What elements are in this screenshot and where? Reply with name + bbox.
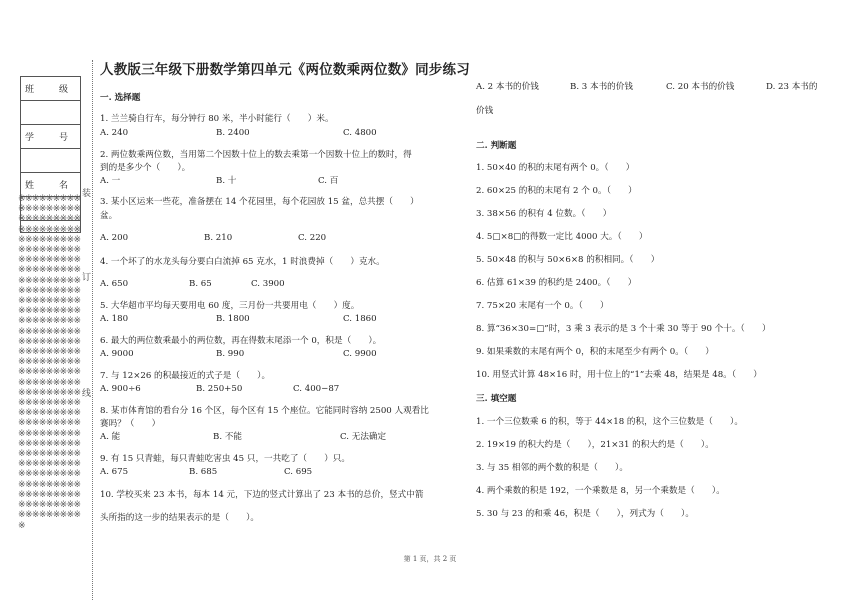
- fill-item: 3. 与 35 相邻的两个数的积是（ ）。: [476, 463, 628, 473]
- option[interactable]: C. 3900: [251, 279, 285, 289]
- page-footer: 第 1 页，共 2 页: [403, 555, 457, 563]
- question-text: 9. 有 15 只青蛙，每只青蛙吃害虫 45 只，一共吃了（ ）只。: [100, 454, 350, 464]
- question-text: 4. 一个坏了的水龙头每分要白白流掉 65 克水，1 时浪费掉（ ）克水。: [100, 257, 385, 267]
- judge-item: 8. 算“36×30=□”时，3 乘 3 表示的是 3 个十乘 30 等于 90 个十。（ ）: [476, 324, 771, 334]
- judge-item: 1. 50×40 的积的末尾有两个 0。（ ）: [476, 163, 635, 173]
- name-label: 姓 名: [21, 173, 81, 197]
- left-column: [100, 0, 460, 560]
- judge-item: 10. 用竖式计算 48×16 时，用十位上的“1”去乘 48，结果是 48。（ ）: [476, 370, 762, 380]
- option[interactable]: B. 250+50: [196, 384, 243, 394]
- option[interactable]: A. 180: [100, 314, 129, 324]
- question-text: 2. 两位数乘两位数，当用第二个因数十位上的数去乘第一个因数十位上的数时，得: [100, 150, 412, 160]
- option[interactable]: A. 900÷6: [100, 384, 141, 394]
- right-column: [476, 0, 846, 560]
- question-text: 6. 最大的两位数乘最小的两位数，再在得数末尾添一个 0，积是（ ）。: [100, 336, 382, 346]
- section-fill-heading: 三. 填空题: [476, 394, 517, 404]
- question-text: 3. 某小区运来一些花，准备摆在 14 个花园里，每个花园放 15 盆，总共摆（ ）: [100, 197, 419, 207]
- judge-item: 9. 如果乘数的末尾有两个 0，积的末尾至少有两个 0。（ ）: [476, 347, 714, 357]
- question-text: 赛吗？（ ）: [100, 419, 161, 429]
- option[interactable]: A. 650: [100, 279, 129, 289]
- option[interactable]: C. 4800: [343, 128, 377, 138]
- option[interactable]: B. 3 本书的价钱: [570, 82, 633, 92]
- option-continuation: 价钱: [476, 106, 494, 116]
- option[interactable]: B. 1800: [216, 314, 250, 324]
- question-text: 头所指的这一步的结果表示的是（ ）。: [100, 513, 259, 523]
- question-text: 5. 大华超市平均每天要用电 60 度，三月份一共要用电（ ）度。: [100, 301, 360, 311]
- id-field[interactable]: [21, 149, 81, 173]
- option[interactable]: B. 十: [216, 176, 237, 186]
- option[interactable]: C. 20 本书的价钱: [666, 82, 735, 92]
- judge-item: 7. 75×20 末尾有一个 0。（ ）: [476, 301, 609, 311]
- question-text: 7. 与 12×26 的积最接近的式子是（ ）。: [100, 371, 271, 381]
- option[interactable]: B. 2400: [216, 128, 250, 138]
- option[interactable]: C. 1860: [343, 314, 377, 324]
- option[interactable]: B. 65: [189, 279, 212, 289]
- cut-label-xian: 线: [82, 389, 92, 399]
- option[interactable]: A. 2 本书的价钱: [476, 82, 539, 92]
- section-choice-heading: 一. 选择题: [100, 93, 141, 103]
- judge-item: 3. 38×56 的积有 4 位数。（ ）: [476, 209, 612, 219]
- page-title: 人教版三年级下册数学第四单元《两位数乘两位数》同步练习: [100, 62, 470, 78]
- question-text: 10. 学校买来 23 本书，每本 14 元，下边的竖式计算出了 23 本书的总价，竖式中箭: [100, 490, 424, 500]
- option[interactable]: A. 能: [100, 432, 121, 442]
- question-text: 盆。: [100, 211, 118, 221]
- option[interactable]: D. 23 本书的: [766, 82, 818, 92]
- fill-item: 2. 19×19 的积大约是（ ），21×31 的积大约是（ ）。: [476, 440, 714, 450]
- class-field[interactable]: [21, 101, 81, 125]
- option[interactable]: C. 百: [318, 176, 339, 186]
- option[interactable]: C. 9900: [343, 349, 377, 359]
- option[interactable]: A. 一: [100, 176, 121, 186]
- class-label: 班 级: [21, 77, 81, 101]
- id-label: 学 号: [21, 125, 81, 149]
- judge-item: 2. 60×25 的积的末尾有 2 个 0。（ ）: [476, 186, 637, 196]
- option[interactable]: A. 9000: [100, 349, 134, 359]
- decorative-pattern: ※※※※※※※※※※※※※※※※※※※※※※※※※※※※※※※※※※※※※※※※※※※※※※※※※※※※※※※※※※※※※※※※※※※※※※※※※※※※※※※※※※※※※※※※※※※※※※※※※※※※※※※※※※※※※※※※※※※※※※※※※※※※※※※※※※※※※※※※※※※※※※※※※※※※※※※※※※※※※※※※※※※※※※※※※※※※※※※※※※※※※※※※※※※※※※※※※※※※※※※※※※※※※※※※※※※※※※※※※※※※※※※※※※※※※※※※※※※※※※※※※※※※※※※※※※※※※※※※※※※※※※※※※※※※※※※※※※※※※※※※※※※※※※※※※: [18, 194, 81, 531]
- section-judge-heading: 二. 判断题: [476, 141, 517, 151]
- option[interactable]: B. 685: [189, 467, 218, 477]
- option[interactable]: B. 210: [204, 233, 233, 243]
- question-text: 1. 兰兰骑自行车，每分钟行 80 米，半小时能行（ ）米。: [100, 114, 334, 124]
- option[interactable]: A. 240: [100, 128, 129, 138]
- option[interactable]: B. 990: [216, 349, 245, 359]
- question-text: 到的是多少个（ ）。: [100, 163, 191, 173]
- option[interactable]: C. 220: [298, 233, 327, 243]
- option[interactable]: A. 200: [100, 233, 129, 243]
- question-text: 8. 某市体育馆的看台分 16 个区，每个区有 15 个座位。它能同时容纳 2500 人观看比: [100, 406, 429, 416]
- binding-cut-line: [92, 60, 93, 600]
- fill-item: 4. 两个乘数的积是 192，一个乘数是 8，另一个乘数是（ ）。: [476, 486, 725, 496]
- cut-label-zhuang: 装: [82, 189, 92, 199]
- fill-item: 1. 一个三位数乘 6 的积，等于 44×18 的积，这个三位数是（ ）。: [476, 417, 743, 427]
- option[interactable]: C. 无法确定: [340, 432, 387, 442]
- cut-label-ding: 订: [82, 273, 92, 283]
- judge-item: 5. 50×48 的积与 50×6×8 的积相同。（ ）: [476, 255, 660, 265]
- fill-item: 5. 30 与 23 的和乘 46，积是（ ），列式为（ ）。: [476, 509, 694, 519]
- judge-item: 4. 5□×8□的得数一定比 4000 大。（ ）: [476, 232, 648, 242]
- judge-item: 6. 估算 61×39 的积约是 2400。（ ）: [476, 278, 637, 288]
- option[interactable]: B. 不能: [213, 432, 242, 442]
- option[interactable]: C. 400−87: [293, 384, 340, 394]
- option[interactable]: C. 695: [284, 467, 313, 477]
- option[interactable]: A. 675: [100, 467, 129, 477]
